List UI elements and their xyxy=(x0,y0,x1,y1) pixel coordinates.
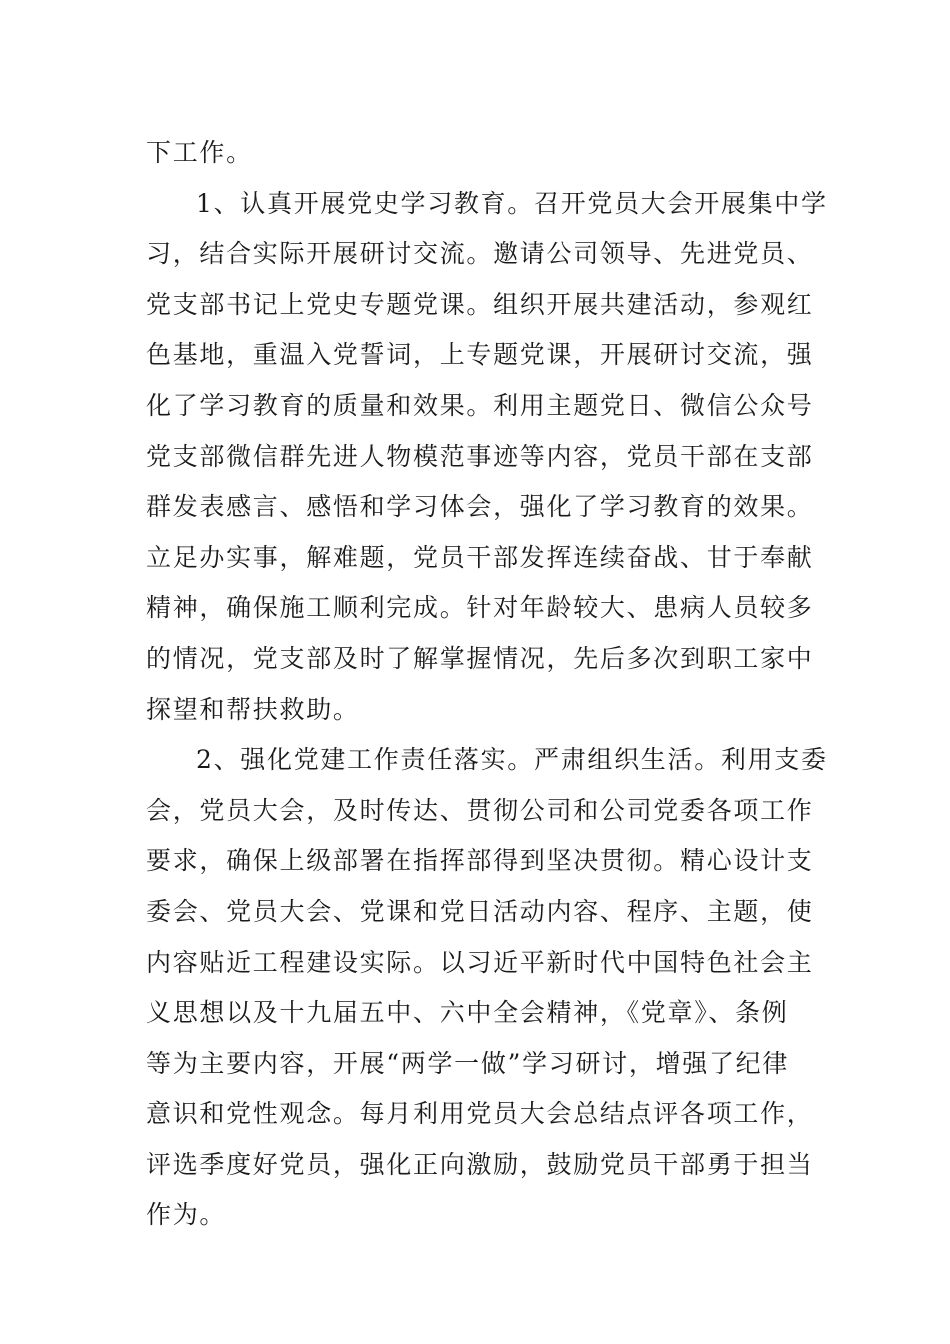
text-line: 作为。 xyxy=(146,1200,227,1230)
text-line: 意识和党性观念。每月利用党员大会总结点评各项工作， xyxy=(146,1099,814,1129)
text-line: 习，结合实际开展研讨交流。邀请公司领导、先进党员、 xyxy=(146,239,814,269)
text-line: 委会、党员大会、党课和党日活动内容、程序、主题，使 xyxy=(146,896,814,926)
paragraph-1-first-line: 1、认真开展党史学习教育。召开党员大会开展集中学 xyxy=(196,188,828,218)
text-line: 党支部书记上党史专题党课。组织开展共建活动，参观红 xyxy=(146,289,814,319)
paragraph-2-first-line: 2、强化党建工作责任落实。严肃组织生活。利用支委 xyxy=(196,745,828,775)
text-line: 内容贴近工程建设实际。以习近平新时代中国特色社会主 xyxy=(146,947,814,977)
text-line: 义思想以及十九届五中、六中全会精神，《党章》、条例 xyxy=(146,998,789,1028)
text-line: 等为主要内容，开展“两学一做”学习研讨，增强了纪律 xyxy=(146,1048,790,1078)
text-line: 立足办实事，解难题，党员干部发挥连续奋战、甘于奉献 xyxy=(146,542,814,572)
text-line: 群发表感言、感悟和学习体会，强化了学习教育的效果。 xyxy=(146,492,814,522)
text-line: 评选季度好党员，强化正向激励，鼓励党员干部勇于担当 xyxy=(146,1149,814,1179)
text-line: 精神，确保施工顺利完成。针对年龄较大、患病人员较多 xyxy=(146,593,814,623)
text-line: 党支部微信群先进人物模范事迹等内容，党员干部在支部 xyxy=(146,441,814,471)
text-line: 化了学习教育的质量和效果。利用主题党日、微信公众号 xyxy=(146,390,814,420)
text-line: 会，党员大会，及时传达、贯彻公司和公司党委各项工作 xyxy=(146,795,814,825)
text-line: 下工作。 xyxy=(146,138,253,167)
text-line: 探望和帮扶救助。 xyxy=(146,694,360,724)
text-line: 色基地，重温入党誓词，上专题党课，开展研讨交流，强 xyxy=(146,340,814,370)
document-body xyxy=(146,128,828,1241)
text-line: 要求，确保上级部署在指挥部得到坚决贯彻。精心设计支 xyxy=(146,846,814,876)
text-line: 的情况，党支部及时了解掌握情况，先后多次到职工家中 xyxy=(146,643,814,673)
